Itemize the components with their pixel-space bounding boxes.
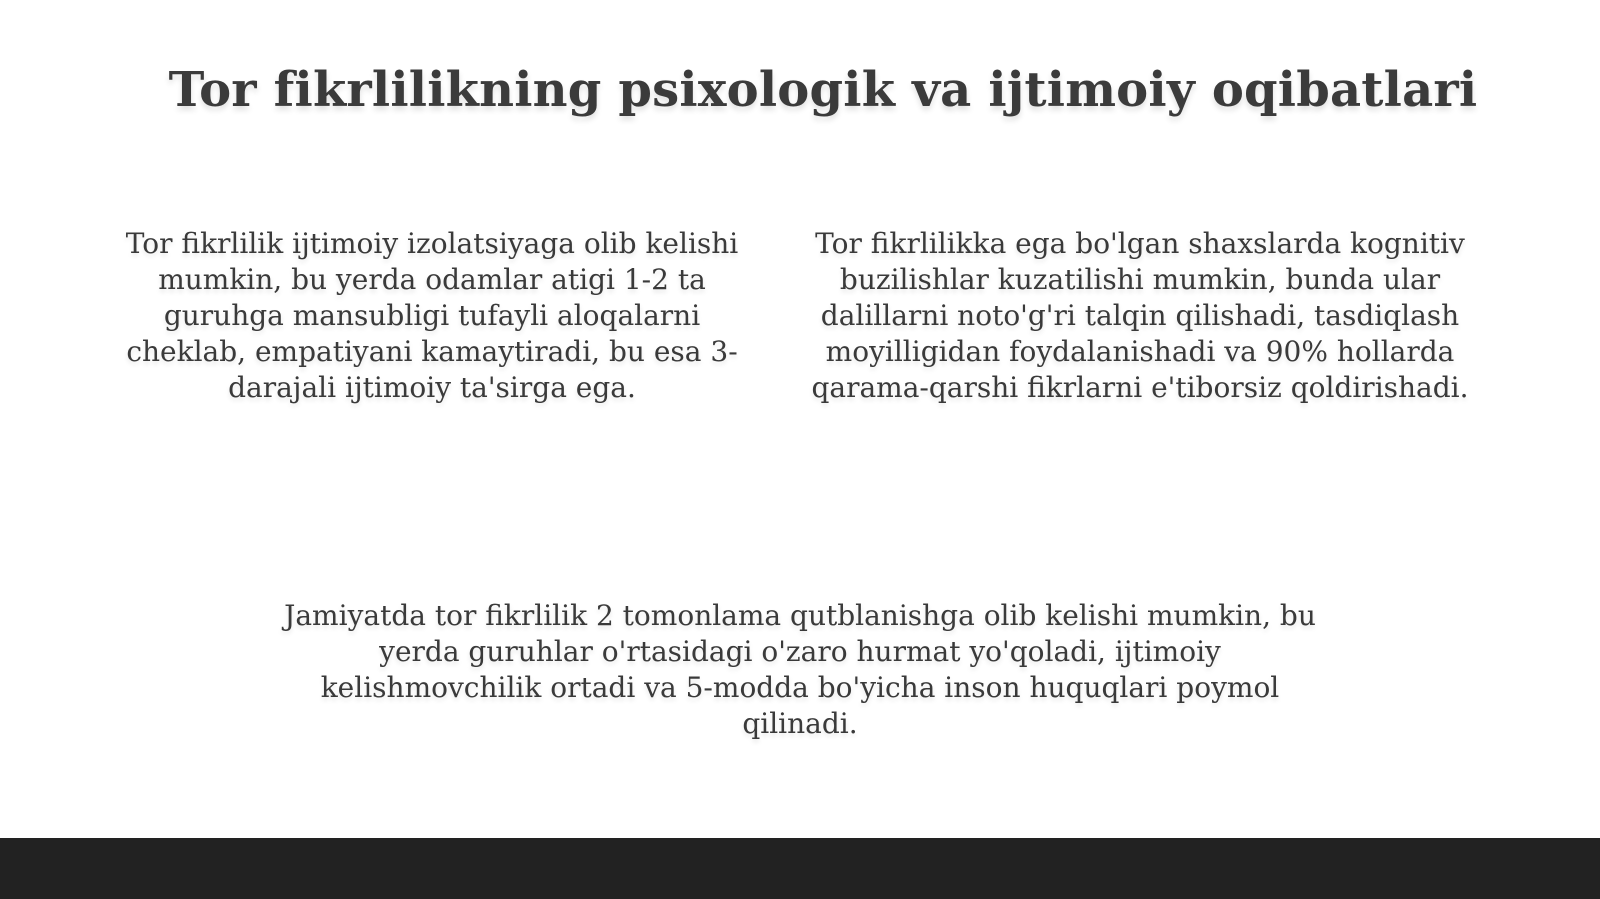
- paragraph-left: Tor fikrlilik ijtimoiy izolatsiyaga olib kelishi mumkin, bu yerda odamlar atigi 1-2 ta guruhga mansubligi tufayli aloqalarni cheklab, empatiyani kamaytiradi, bu esa 3-darajali ijtimoiy ta'sirga ega.: [125, 227, 739, 404]
- paragraph-right: Tor fikrlilikka ega bo'lgan shaxslarda kognitiv buzilishlar kuzatilishi mumkin, bunda ular dalillarni noto'g'ri talqin qilishadi, tasdiqlash moyilligidan foydalanishadi va 90% hollarda qarama-qarshi fikrlarni e'tiborsiz qoldirishadi.: [811, 227, 1469, 404]
- paragraph-bottom: Jamiyatda tor fikrlilik 2 tomonlama qutblanishga olib kelishi mumkin, bu yerda guruhlar o'rtasidagi o'zaro hurmat yo'qoladi, ijtimoiy kelishmovchilik ortadi va 5-modda bo'yicha inson huquqlari poymol qilinadi.: [284, 599, 1316, 740]
- footer-bar: [0, 838, 1600, 899]
- slide-title: Tor fikrlilikning psixologik va ijtimoiy oqibatlari: [168, 62, 1478, 118]
